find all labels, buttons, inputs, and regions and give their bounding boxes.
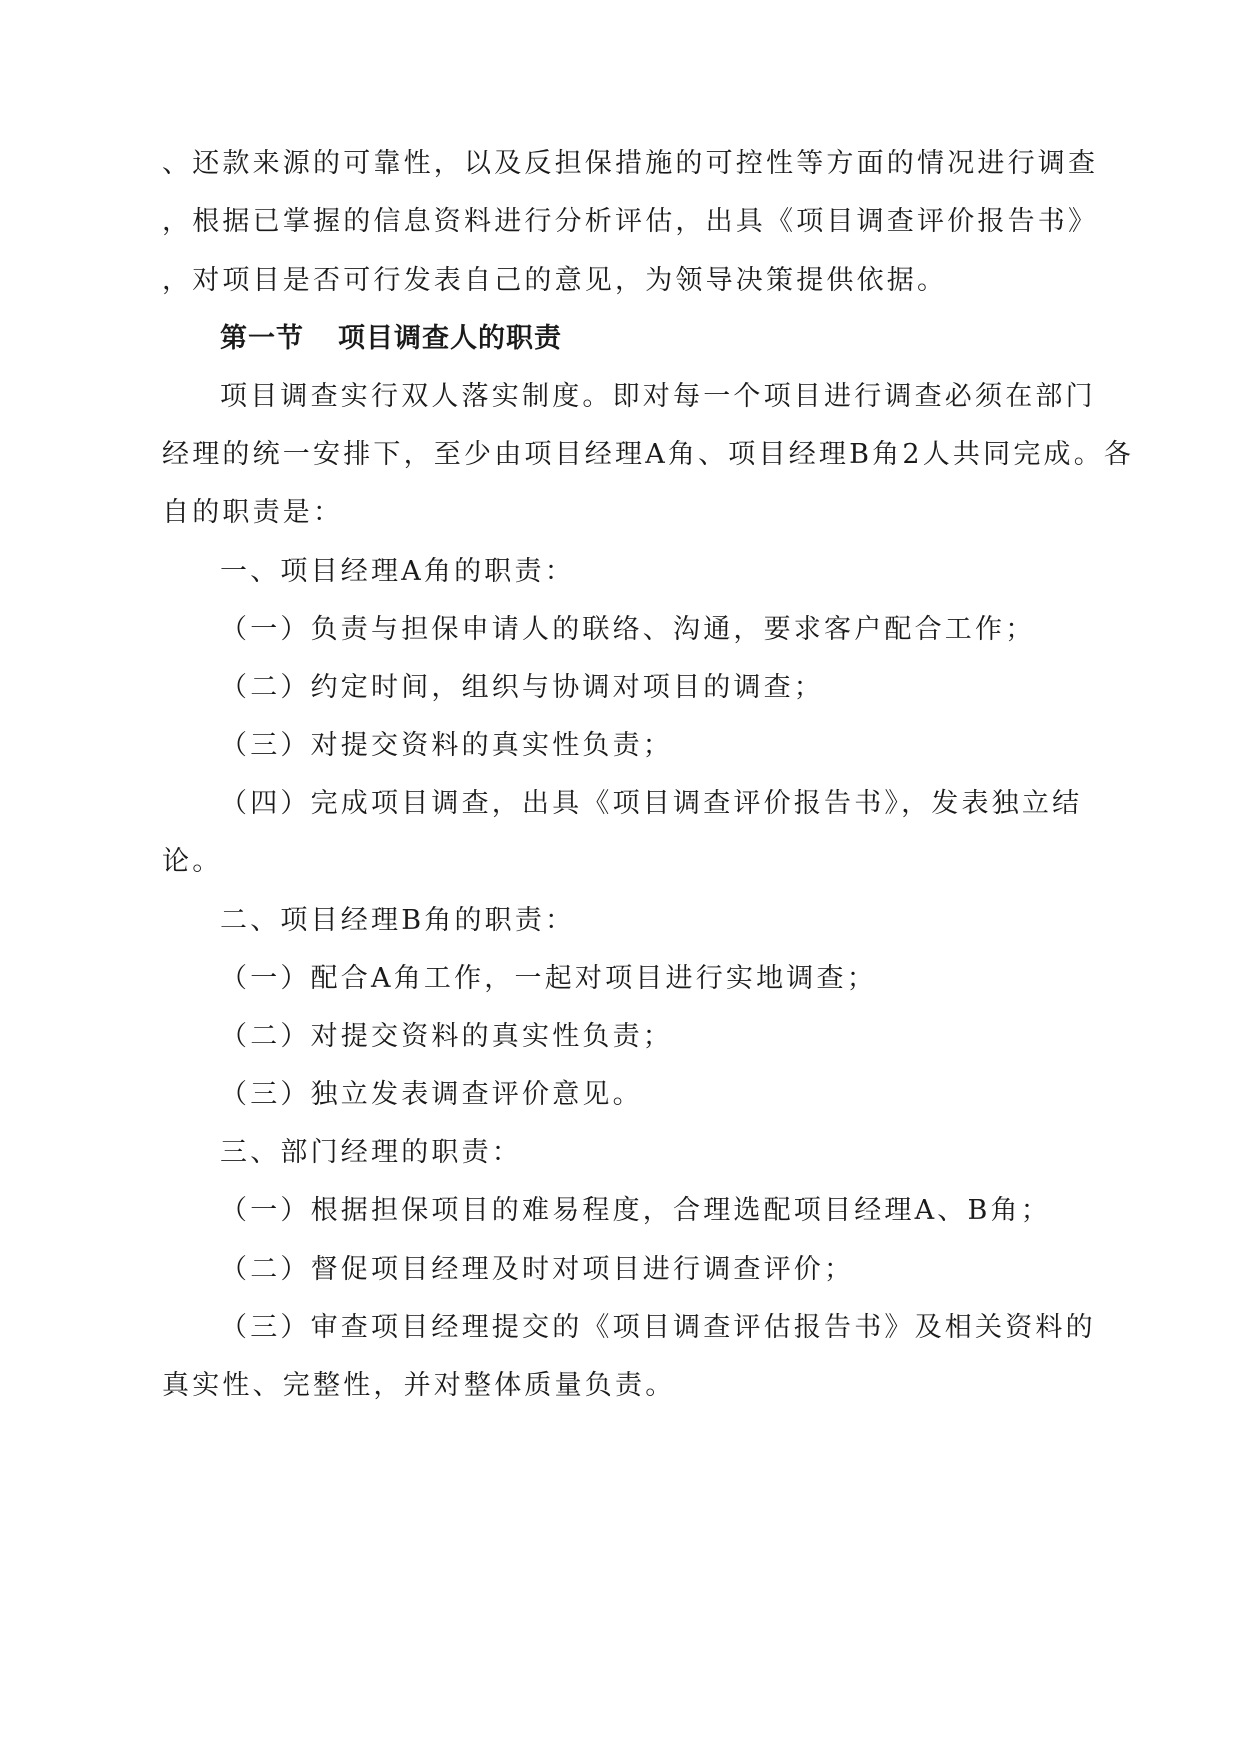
section-number: 第一节 — [220, 323, 304, 354]
paragraph-line-1: 项目调查实行双人落实制度。即对每一个项目进行调查必须在部门 — [220, 381, 1096, 412]
b-role-heading: 二、项目经理B角的职责： — [220, 905, 576, 936]
b-role-item-3: （三）独立发表调查评价意见。 — [220, 1079, 643, 1110]
a-role-item-4-line-1: （四）完成项目调查，出具《项目调查评价报告书》，发表独立结 — [220, 788, 1083, 819]
section-title: 项目调查人的职责 — [338, 323, 562, 354]
b-role-item-1: （一）配合A角工作，一起对项目进行实地调查； — [220, 963, 877, 994]
section-heading — [220, 322, 1140, 356]
paragraph-line-2: 经理的统一安排下，至少由项目经理A角、项目经理B角2人共同完成。各 — [162, 439, 1135, 470]
b-role-item-2: （二）对提交资料的真实性负责； — [220, 1021, 673, 1052]
paragraph-line-3: 自的职责是： — [162, 497, 344, 528]
manager-heading: 三、部门经理的职责： — [220, 1137, 522, 1168]
manager-item-3-line-2: 真实性、完整性，并对整体质量负责。 — [162, 1370, 676, 1401]
manager-item-3-line-1: （三）审查项目经理提交的《项目调查评估报告书》及相关资料的 — [220, 1312, 1096, 1343]
a-role-item-4-line-2: 论。 — [162, 846, 223, 877]
a-role-item-3: （三）对提交资料的真实性负责； — [220, 730, 673, 761]
manager-item-1: （一）根据担保项目的难易程度，合理选配项目经理A、B角； — [220, 1195, 1051, 1226]
a-role-heading: 一、项目经理A角的职责： — [220, 556, 575, 587]
intro-line-3: ，对项目是否可行发表自己的意见，为领导决策提供依据。 — [162, 265, 948, 296]
intro-line-1: 、还款来源的可靠性，以及反担保措施的可控性等方面的情况进行调查 — [162, 148, 1099, 179]
a-role-item-1: （一）负责与担保申请人的联络、沟通，要求客户配合工作； — [220, 614, 1036, 645]
manager-item-2: （二）督促项目经理及时对项目进行调查评价； — [220, 1254, 855, 1285]
intro-line-2: ，根据已掌握的信息资料进行分析评估，出具《项目调查评价报告书》 — [162, 206, 1099, 237]
a-role-item-2: （二）约定时间，组织与协调对项目的调查； — [220, 672, 824, 703]
